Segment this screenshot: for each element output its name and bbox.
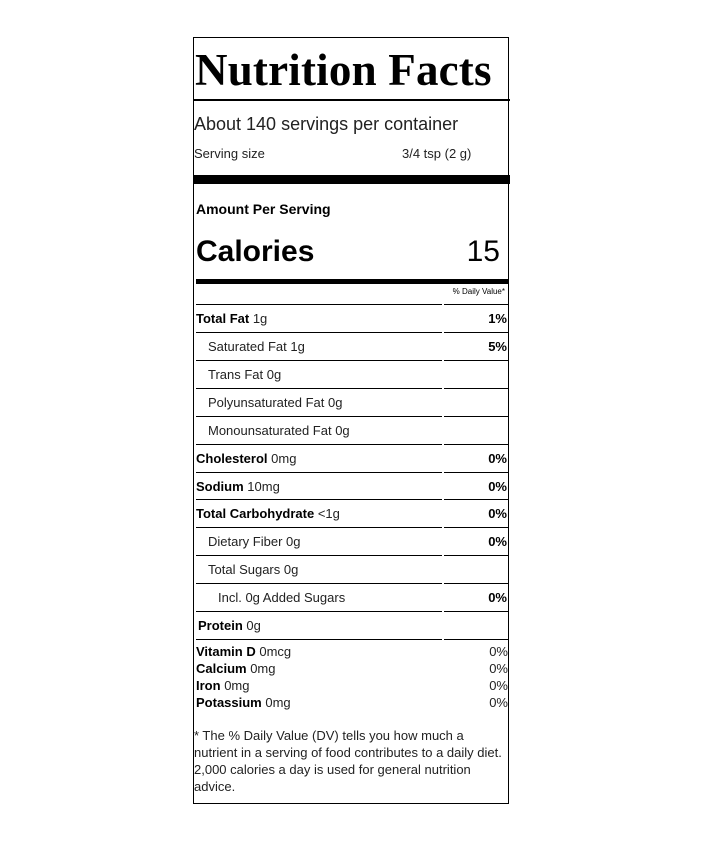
calories-divider bbox=[196, 279, 508, 284]
vitamin-name: Vitamin D bbox=[196, 644, 256, 659]
nutrient-dv bbox=[444, 388, 508, 415]
vitamin-name: Iron bbox=[196, 678, 221, 693]
serving-size-value: 3/4 tsp (2 g) bbox=[402, 146, 472, 161]
nutrient-row-protein bbox=[196, 611, 508, 639]
vitamin-amount: 0mg bbox=[224, 678, 250, 693]
vitamin-amount: 0mg bbox=[250, 661, 276, 676]
thick-divider bbox=[194, 175, 510, 184]
nutrient-dv bbox=[444, 555, 508, 582]
nutrient-name: Polyunsaturated Fat bbox=[208, 395, 325, 410]
nutrient-row-sodium bbox=[196, 472, 508, 500]
vitamin-dv: 0% bbox=[489, 661, 508, 676]
nutrient-amount: 0mg bbox=[271, 451, 297, 466]
label-title: Nutrition Facts bbox=[195, 45, 492, 95]
nutrient-name: Dietary Fiber bbox=[208, 534, 283, 549]
nutrient-dv: 0% bbox=[444, 499, 508, 526]
nutrient-name: Total Fat bbox=[196, 311, 250, 326]
nutrient-dv: 0% bbox=[444, 472, 508, 499]
nutrient-row-monounsaturated-fat bbox=[196, 416, 508, 444]
nutrient-row-dietary-fiber bbox=[196, 527, 508, 555]
vitamin-amount: 0mcg bbox=[259, 644, 292, 659]
nutrient-name: Trans Fat bbox=[208, 367, 264, 382]
nutrient-amount: 0g bbox=[335, 423, 350, 438]
vitamin-amount: 0mg bbox=[265, 695, 291, 710]
vitamin-dv: 0% bbox=[489, 678, 508, 693]
vitamin-row-potassium bbox=[196, 694, 508, 711]
servings-per-container: About 140 servings per container bbox=[194, 114, 459, 134]
nutrient-dv: 0% bbox=[444, 444, 508, 471]
daily-value-footnote: * The % Daily Value (DV) tells you how much a nutrient in a serving of food contributes to a daily diet. 2,000 calories a day is used for general nutrition advice. bbox=[194, 728, 502, 794]
nutrient-row-total-carbohydrate bbox=[196, 499, 508, 527]
nutrient-name: Total Carbohydrate bbox=[196, 506, 315, 521]
nutrient-bottom-rule bbox=[196, 639, 442, 640]
nutrient-dv: 0% bbox=[444, 527, 508, 554]
nutrient-name: Saturated Fat bbox=[208, 339, 287, 354]
nutrient-dv: 5% bbox=[444, 332, 508, 359]
nutrient-name: Cholesterol bbox=[196, 451, 268, 466]
vitamin-name: Calcium bbox=[196, 661, 247, 676]
nutrient-name: Protein bbox=[198, 618, 243, 633]
nutrient-dv: 0% bbox=[444, 583, 508, 610]
nutrient-amount: <1g bbox=[317, 506, 340, 521]
vitamin-dv: 0% bbox=[489, 695, 508, 710]
nutrient-dv bbox=[444, 360, 508, 387]
daily-value-header: % Daily Value* bbox=[452, 287, 505, 296]
nutrient-amount: 0g bbox=[266, 367, 282, 382]
nutrient-bottom-rule-dv bbox=[444, 639, 508, 640]
nutrient-row-total-fat bbox=[196, 304, 508, 332]
nutrient-amount: 0g bbox=[283, 562, 299, 577]
nutrient-dv: 1% bbox=[444, 304, 508, 331]
nutrient-row-polyunsaturated-fat bbox=[196, 388, 508, 416]
nutrient-amount: 0g bbox=[286, 534, 301, 549]
nutrient-name: Total Sugars bbox=[208, 562, 281, 577]
nutrient-name: Sodium bbox=[196, 479, 244, 494]
vitamin-dv: 0% bbox=[489, 644, 508, 659]
serving-size-label: Serving size bbox=[194, 146, 265, 161]
nutrient-amount: 0g bbox=[246, 618, 261, 633]
nutrient-dv bbox=[444, 611, 508, 638]
vitamin-row-calcium bbox=[196, 660, 508, 677]
nutrient-dv bbox=[444, 416, 508, 443]
nutrient-row-saturated-fat bbox=[196, 332, 508, 360]
nutrient-row-added-sugars bbox=[196, 583, 508, 611]
nutrient-name: Incl. 0g Added Sugars bbox=[218, 590, 346, 605]
calories-label: Calories bbox=[196, 235, 315, 268]
nutrient-amount: 1g bbox=[290, 339, 305, 354]
nutrient-row-trans-fat bbox=[196, 360, 508, 388]
nutrient-amount: 1g bbox=[252, 311, 268, 326]
nutrient-row-total-sugars bbox=[196, 555, 508, 583]
nutrient-amount: 10mg bbox=[247, 479, 280, 494]
amount-per-serving: Amount Per Serving bbox=[196, 201, 331, 217]
title-divider bbox=[194, 99, 510, 101]
vitamin-row-iron bbox=[196, 677, 508, 694]
nutrient-name: Monounsaturated Fat bbox=[208, 423, 332, 438]
nutrient-row-cholesterol bbox=[196, 444, 508, 472]
nutrient-amount: 0g bbox=[327, 395, 343, 410]
nutrition-facts-label bbox=[193, 37, 509, 804]
vitamin-name: Potassium bbox=[196, 695, 262, 710]
vitamin-row-vitamin-d bbox=[196, 643, 508, 660]
calories-value: 15 bbox=[466, 235, 500, 268]
